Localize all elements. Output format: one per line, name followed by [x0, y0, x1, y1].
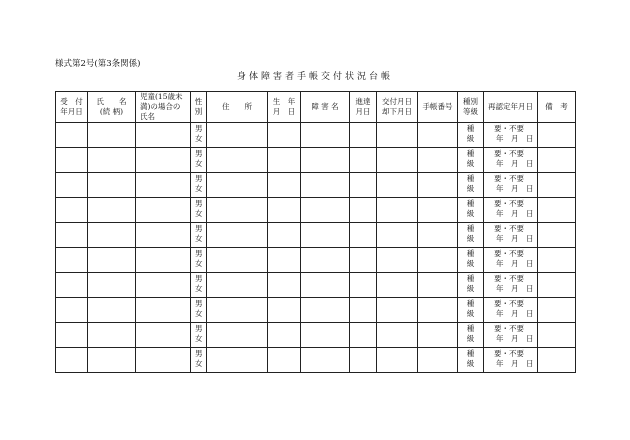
cell-disability-name[interactable]: [301, 123, 350, 148]
cell-birth-date[interactable]: [268, 148, 301, 173]
sex-female-label: 女: [195, 184, 203, 193]
cell-handbook-number[interactable]: [418, 223, 458, 248]
cell-handbook-number[interactable]: [418, 198, 458, 223]
recert-ymd-label: 年 月 日: [496, 159, 534, 168]
grade-label: 級: [466, 159, 475, 168]
cell-received-date[interactable]: [56, 348, 88, 373]
cell-remarks[interactable]: [538, 298, 576, 323]
cell-received-date[interactable]: [56, 173, 88, 198]
grade-label: 級: [466, 359, 475, 368]
cell-remarks[interactable]: [538, 198, 576, 223]
cell-child-name[interactable]: [136, 198, 191, 223]
header-child-name: 児童(15歳未 満)の場合の 氏名: [136, 92, 191, 123]
cell-disability-name[interactable]: [301, 248, 350, 273]
type-label: 種: [466, 149, 475, 158]
cell-remarks[interactable]: [538, 223, 576, 248]
sex-male-label: 男: [195, 124, 203, 133]
cell-handbook-number[interactable]: [418, 298, 458, 323]
cell-type-grade[interactable]: [458, 148, 484, 173]
cell-handbook-number[interactable]: [418, 148, 458, 173]
sex-male-label: 男: [195, 349, 203, 358]
cell-type-grade[interactable]: [458, 223, 484, 248]
cell-received-date[interactable]: [56, 223, 88, 248]
cell-child-name[interactable]: [136, 248, 191, 273]
cell-sex[interactable]: [191, 273, 207, 298]
cell-handbook-number[interactable]: [418, 348, 458, 373]
sex-female-label: 女: [195, 234, 203, 243]
cell-type-grade[interactable]: [458, 348, 484, 373]
cell-address[interactable]: [207, 348, 268, 373]
grade-label: 級: [466, 234, 475, 243]
table-row: [56, 323, 576, 348]
cell-recert-date[interactable]: [484, 248, 538, 273]
cell-notification-date[interactable]: [350, 323, 377, 348]
cell-birth-date[interactable]: [268, 198, 301, 223]
cell-birth-date[interactable]: [268, 173, 301, 198]
sex-male-label: 男: [195, 149, 203, 158]
cell-handbook-number[interactable]: [418, 323, 458, 348]
cell-sex[interactable]: [191, 198, 207, 223]
cell-birth-date[interactable]: [268, 273, 301, 298]
cell-received-date[interactable]: [56, 148, 88, 173]
cell-child-name[interactable]: [136, 323, 191, 348]
cell-recert-date[interactable]: [484, 148, 538, 173]
cell-child-name[interactable]: [136, 123, 191, 148]
cell-recert-date[interactable]: [484, 298, 538, 323]
cell-remarks[interactable]: [538, 173, 576, 198]
cell-notification-date[interactable]: [350, 273, 377, 298]
recert-ymd-label: 年 月 日: [496, 234, 534, 243]
header-type-grade: 種別 等級: [458, 92, 484, 123]
cell-name[interactable]: [88, 148, 136, 173]
recert-ymd-label: 年 月 日: [496, 259, 534, 268]
cell-notification-date[interactable]: [350, 298, 377, 323]
cell-issue-date[interactable]: [377, 223, 418, 248]
type-label: 種: [466, 324, 475, 333]
cell-disability-name[interactable]: [301, 223, 350, 248]
document-title: 身体障害者手帳交付状況台帳: [236, 72, 393, 82]
cell-handbook-number[interactable]: [418, 248, 458, 273]
cell-notification-date[interactable]: [350, 198, 377, 223]
cell-issue-date[interactable]: [377, 123, 418, 148]
cell-disability-name[interactable]: [301, 298, 350, 323]
recert-ymd-label: 年 月 日: [496, 359, 534, 368]
recert-required-label: 要・不要: [494, 149, 524, 158]
cell-name[interactable]: [88, 323, 136, 348]
recert-ymd-label: 年 月 日: [496, 134, 534, 143]
cell-disability-name[interactable]: [301, 348, 350, 373]
cell-remarks[interactable]: [538, 348, 576, 373]
cell-sex[interactable]: [191, 248, 207, 273]
cell-received-date[interactable]: [56, 198, 88, 223]
cell-sex[interactable]: [191, 298, 207, 323]
cell-address[interactable]: [207, 323, 268, 348]
sex-female-label: 女: [195, 259, 203, 268]
cell-sex[interactable]: [191, 123, 207, 148]
cell-child-name[interactable]: [136, 273, 191, 298]
sex-male-label: 男: [195, 249, 203, 258]
cell-address[interactable]: [207, 248, 268, 273]
recert-required-label: 要・不要: [494, 224, 524, 233]
cell-birth-date[interactable]: [268, 298, 301, 323]
cell-notification-date[interactable]: [350, 173, 377, 198]
header-name: 氏 名 (続 柄): [88, 92, 136, 123]
cell-received-date[interactable]: [56, 273, 88, 298]
cell-disability-name[interactable]: [301, 148, 350, 173]
cell-birth-date[interactable]: [268, 348, 301, 373]
cell-type-grade[interactable]: [458, 173, 484, 198]
cell-recert-date[interactable]: [484, 123, 538, 148]
sex-female-label: 女: [195, 284, 203, 293]
type-label: 種: [466, 299, 475, 308]
cell-disability-name[interactable]: [301, 173, 350, 198]
header-remarks: 備 考: [538, 92, 576, 123]
cell-address[interactable]: [207, 173, 268, 198]
cell-recert-date[interactable]: [484, 273, 538, 298]
cell-child-name[interactable]: [136, 223, 191, 248]
type-label: 種: [466, 349, 475, 358]
recert-ymd-label: 年 月 日: [496, 209, 534, 218]
recert-required-label: 要・不要: [494, 324, 524, 333]
recert-required-label: 要・不要: [494, 299, 524, 308]
cell-recert-date[interactable]: [484, 323, 538, 348]
type-label: 種: [466, 124, 475, 133]
recert-ymd-label: 年 月 日: [496, 184, 534, 193]
header-handbook-number: 手帳番号: [418, 92, 458, 123]
recert-ymd-label: 年 月 日: [496, 334, 534, 343]
cell-remarks[interactable]: [538, 148, 576, 173]
grade-label: 級: [466, 334, 475, 343]
cell-birth-date[interactable]: [268, 223, 301, 248]
recert-required-label: 要・不要: [494, 174, 524, 183]
header-row: [56, 92, 576, 123]
grade-label: 級: [466, 259, 475, 268]
cell-issue-date[interactable]: [377, 298, 418, 323]
cell-received-date[interactable]: [56, 248, 88, 273]
cell-birth-date[interactable]: [268, 123, 301, 148]
header-sex: 性 別: [191, 92, 207, 123]
cell-remarks[interactable]: [538, 248, 576, 273]
cell-recert-date[interactable]: [484, 173, 538, 198]
cell-recert-date[interactable]: [484, 348, 538, 373]
header-disability-name: 障 害 名: [301, 92, 350, 123]
cell-notification-date[interactable]: [350, 348, 377, 373]
cell-recert-date[interactable]: [484, 223, 538, 248]
sex-female-label: 女: [195, 209, 203, 218]
recert-required-label: 要・不要: [494, 274, 524, 283]
type-label: 種: [466, 274, 475, 283]
cell-notification-date[interactable]: [350, 148, 377, 173]
grade-label: 級: [466, 284, 475, 293]
cell-issue-date[interactable]: [377, 323, 418, 348]
cell-disability-name[interactable]: [301, 198, 350, 223]
header-recert-date: 再認定年月日: [484, 92, 538, 123]
sex-male-label: 男: [195, 174, 203, 183]
cell-sex[interactable]: [191, 148, 207, 173]
cell-address[interactable]: [207, 148, 268, 173]
cell-received-date[interactable]: [56, 298, 88, 323]
cell-sex[interactable]: [191, 223, 207, 248]
sex-male-label: 男: [195, 324, 203, 333]
cell-disability-name[interactable]: [301, 273, 350, 298]
cell-disability-name[interactable]: [301, 323, 350, 348]
header-received-date: 受 付 年月日: [56, 92, 88, 123]
cell-issue-date[interactable]: [377, 173, 418, 198]
table-row: [56, 148, 576, 173]
grade-label: 級: [466, 134, 475, 143]
cell-type-grade[interactable]: [458, 273, 484, 298]
cell-notification-date[interactable]: [350, 223, 377, 248]
sex-female-label: 女: [195, 359, 203, 368]
ledger-body: [56, 123, 576, 373]
cell-address[interactable]: [207, 198, 268, 223]
table-row: [56, 198, 576, 223]
cell-issue-date[interactable]: [377, 348, 418, 373]
cell-name[interactable]: [88, 298, 136, 323]
cell-name[interactable]: [88, 198, 136, 223]
sex-male-label: 男: [195, 299, 203, 308]
cell-received-date[interactable]: [56, 323, 88, 348]
cell-name[interactable]: [88, 223, 136, 248]
header-address: 住 所: [207, 92, 268, 123]
cell-child-name[interactable]: [136, 173, 191, 198]
type-label: 種: [466, 249, 475, 258]
ledger-table: [55, 91, 576, 373]
cell-sex[interactable]: [191, 173, 207, 198]
cell-remarks[interactable]: [538, 123, 576, 148]
recert-required-label: 要・不要: [494, 349, 524, 358]
form-label: 様式第2号(第3条関係): [55, 59, 141, 69]
type-label: 種: [466, 199, 475, 208]
cell-notification-date[interactable]: [350, 248, 377, 273]
cell-birth-date[interactable]: [268, 323, 301, 348]
cell-address[interactable]: [207, 298, 268, 323]
cell-received-date[interactable]: [56, 123, 88, 148]
table-row: [56, 223, 576, 248]
cell-address[interactable]: [207, 223, 268, 248]
recert-ymd-label: 年 月 日: [496, 284, 534, 293]
cell-address[interactable]: [207, 273, 268, 298]
cell-name[interactable]: [88, 123, 136, 148]
table-row: [56, 248, 576, 273]
cell-type-grade[interactable]: [458, 198, 484, 223]
cell-name[interactable]: [88, 348, 136, 373]
sex-male-label: 男: [195, 274, 203, 283]
cell-name[interactable]: [88, 173, 136, 198]
sex-female-label: 女: [195, 309, 203, 318]
cell-notification-date[interactable]: [350, 123, 377, 148]
table-row: [56, 123, 576, 148]
sex-female-label: 女: [195, 134, 203, 143]
recert-required-label: 要・不要: [494, 199, 524, 208]
header-notification-date: 進達 月日: [350, 92, 377, 123]
cell-child-name[interactable]: [136, 348, 191, 373]
cell-type-grade[interactable]: [458, 123, 484, 148]
cell-handbook-number[interactable]: [418, 273, 458, 298]
table-row: [56, 348, 576, 373]
table-row: [56, 173, 576, 198]
cell-issue-date[interactable]: [377, 148, 418, 173]
table-row: [56, 273, 576, 298]
cell-remarks[interactable]: [538, 273, 576, 298]
cell-issue-date[interactable]: [377, 248, 418, 273]
sex-female-label: 女: [195, 334, 203, 343]
type-label: 種: [466, 224, 475, 233]
cell-remarks[interactable]: [538, 323, 576, 348]
cell-type-grade[interactable]: [458, 248, 484, 273]
table-row: [56, 298, 576, 323]
cell-sex[interactable]: [191, 348, 207, 373]
header-issue-date: 交付月日 却下月日: [377, 92, 418, 123]
recert-required-label: 要・不要: [494, 249, 524, 258]
cell-recert-date[interactable]: [484, 198, 538, 223]
sex-male-label: 男: [195, 224, 203, 233]
cell-address[interactable]: [207, 123, 268, 148]
cell-sex[interactable]: [191, 323, 207, 348]
cell-type-grade[interactable]: [458, 298, 484, 323]
cell-name[interactable]: [88, 273, 136, 298]
cell-issue-date[interactable]: [377, 198, 418, 223]
grade-label: 級: [466, 309, 475, 318]
sex-female-label: 女: [195, 159, 203, 168]
cell-name[interactable]: [88, 248, 136, 273]
grade-label: 級: [466, 184, 475, 193]
cell-child-name[interactable]: [136, 298, 191, 323]
recert-required-label: 要・不要: [494, 124, 524, 133]
cell-handbook-number[interactable]: [418, 123, 458, 148]
cell-birth-date[interactable]: [268, 248, 301, 273]
type-label: 種: [466, 174, 475, 183]
cell-handbook-number[interactable]: [418, 173, 458, 198]
recert-ymd-label: 年 月 日: [496, 309, 534, 318]
header-birth-date: 生 年 月 日: [268, 92, 301, 123]
sex-male-label: 男: [195, 199, 203, 208]
cell-issue-date[interactable]: [377, 273, 418, 298]
cell-child-name[interactable]: [136, 148, 191, 173]
cell-type-grade[interactable]: [458, 323, 484, 348]
grade-label: 級: [466, 209, 475, 218]
